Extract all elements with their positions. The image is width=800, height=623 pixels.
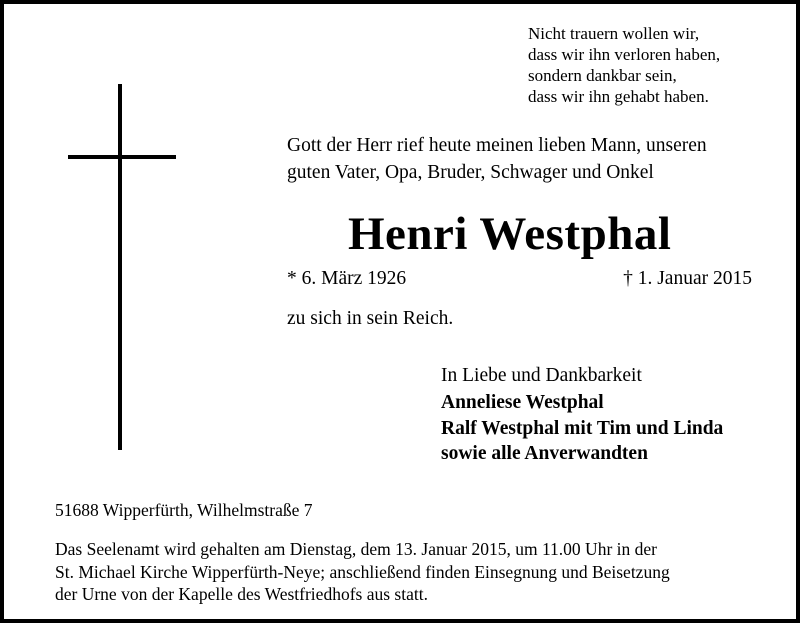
- poem-line: Nicht trauern wollen wir,: [528, 24, 700, 43]
- cross-vertical-bar: [118, 84, 122, 450]
- poem-line: sondern dankbar sein,: [528, 66, 677, 85]
- service-details: [55, 538, 755, 606]
- family-address: 51688 Wipperfürth, Wilhelmstraße 7: [55, 500, 313, 520]
- deceased-name: Henri Westphal: [348, 208, 672, 260]
- mourner-name: Ralf Westphal mit Tim und Linda: [441, 417, 724, 439]
- poem-line: dass wir ihn gehabt haben.: [528, 87, 709, 106]
- closing-phrase: zu sich in sein Reich.: [287, 308, 454, 329]
- intro-line: guten Vater, Opa, Bruder, Schwager und Onkel: [287, 162, 654, 183]
- cross-horizontal-bar: [68, 155, 176, 159]
- intro-line: Gott der Herr rief heute meinen lieben Mann, unseren: [287, 135, 707, 156]
- death-date: † 1. Januar 2015: [623, 268, 752, 289]
- service-line: [55, 538, 755, 561]
- signature-intro: In Liebe und Dankbarkeit: [441, 365, 642, 386]
- service-line: St. Michael Kirche Wipperfürth-Neye; anschließend finden Einsegnung und Beisetzung: [55, 561, 670, 582]
- service-line: der Urne von der Kapelle des Westfriedhofs aus statt.: [55, 584, 428, 604]
- birth-date: * 6. März 1926: [287, 268, 407, 289]
- mourners-list: [441, 390, 723, 467]
- announcement-intro: [287, 132, 707, 186]
- memorial-poem: [528, 23, 720, 107]
- poem-line: dass wir ihn verloren haben,: [528, 45, 721, 64]
- mourner-name: sowie alle Anverwandten: [441, 443, 648, 464]
- service-line-text: Das Seelenamt wird gehalten am Dienstag, dem 13. Januar 2015, um 11.00 Uhr in der: [55, 539, 657, 559]
- mourner-name: Anneliese Westphal: [441, 392, 604, 413]
